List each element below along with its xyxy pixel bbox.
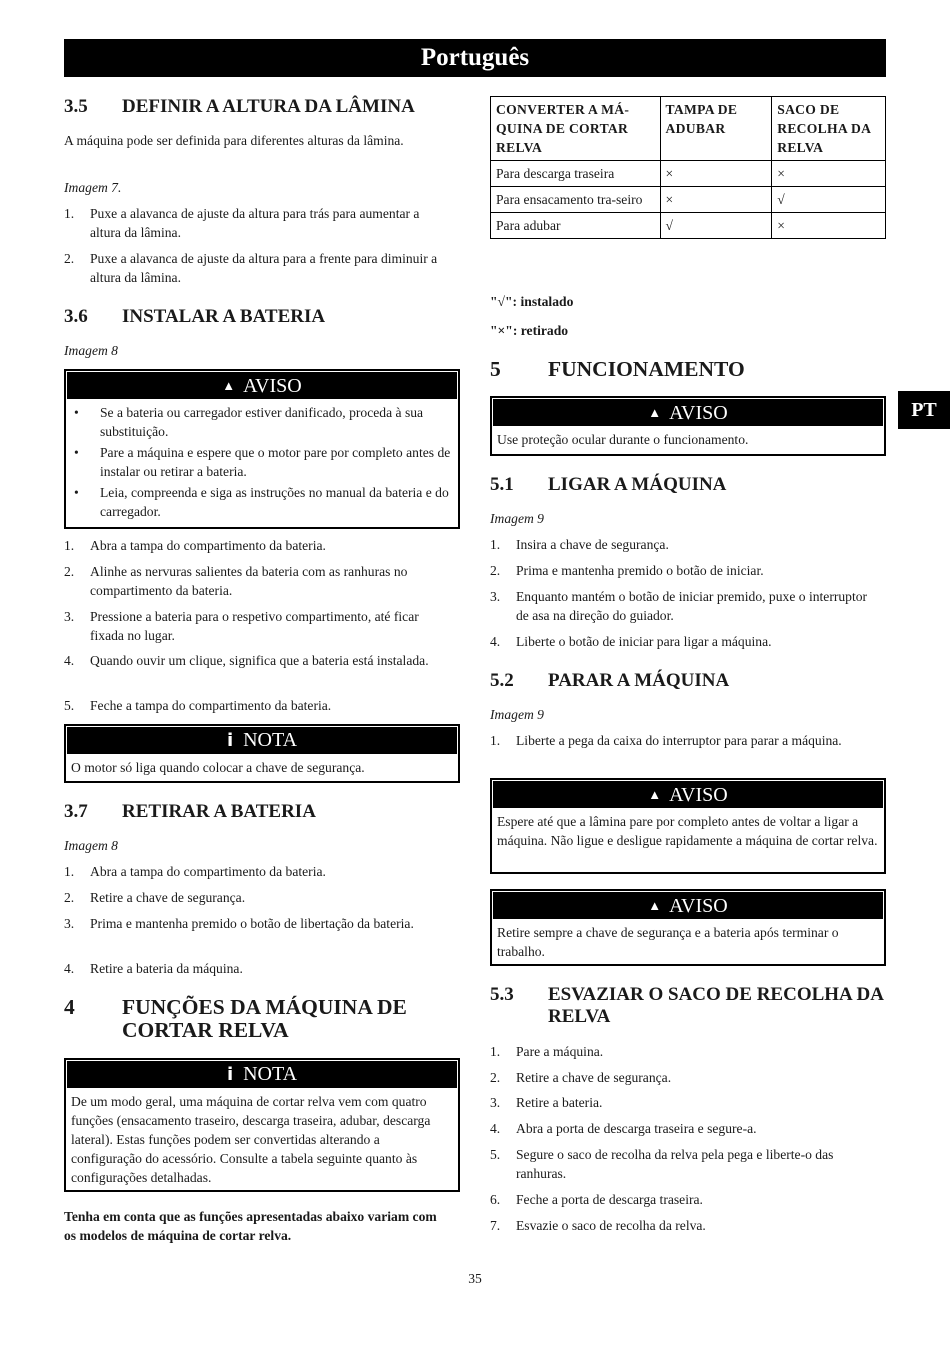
list-item [490,1216,882,1235]
section-number: 5.3 [490,984,514,1005]
list-text: Prima e mantenha premido o botão de iniciar. [516,563,764,578]
section-title: INSTALAR A BATERIA [122,306,326,327]
list-text: Retire a bateria. [516,1095,603,1110]
page-number: 35 [468,1271,482,1286]
list-number: 4. [64,961,75,976]
warning-body: Espere até que a lâmina pare por completo antes de voltar a ligar a máquina. Não ligue e desligue rapidamente a máquina de cortar relva. [497,814,878,848]
table-header-cell: SACO DE RECOLHA DA RELVA [772,97,886,161]
list-text: Feche a tampa do compartimento da bateria. [90,698,332,713]
list-item [64,651,454,670]
warning-header [493,781,883,808]
list-number: 2. [64,251,75,266]
list-item [490,1068,882,1087]
list-text: Liberte o botão de iniciar para ligar a máquina. [516,634,772,649]
list-number: 2. [64,890,75,905]
section-number: 4 [64,995,75,1019]
note-box [64,724,460,783]
warning-title: AVISO [243,375,302,397]
warning-bullet: • Se a bateria ou carregador estiver danificado, proceda à sua substituição. [71,403,453,441]
note-header [67,1061,457,1088]
table-cell: × [660,161,772,187]
list-text: Abra a porta de descarga traseira e segure-a. [516,1121,757,1136]
note-body: De um modo geral, uma máquina de cortar relva vem com quatro funções (ensacamento traseiro, descarga traseira, adubar, descarga lateral). Estas funções podem ser convertidas alterando a configuração do acessório. Consulte a tabela seguinte quanto às configurações detalhadas. [71,1094,431,1185]
list-item [64,249,444,287]
page-title-banner: Português [64,39,886,77]
list-number: 5. [64,698,75,713]
warning-bullet: • Pare a máquina e espere que o motor pare por completo antes de instalar ou retirar a bateria. [71,443,453,481]
list-text: Abra a tampa do compartimento da bateria. [90,864,326,879]
list-number: 5. [490,1147,501,1162]
list-number: 3. [64,609,75,624]
warning-title: AVISO [669,784,728,806]
list-item [64,536,454,555]
list-text: Retire a bateria da máquina. [90,961,243,976]
section-number: 5.2 [490,670,514,691]
info-icon: i [226,1064,234,1085]
table-cell: Para ensacamento tra-seiro [491,187,661,213]
list-number: 4. [490,634,501,649]
legend-removed: "×": retirado [490,323,569,338]
list-item [64,862,454,881]
section-3-7-heading [64,801,316,823]
info-icon: i [226,730,234,751]
section-5-1-heading [490,474,726,496]
list-number: 2. [490,1070,501,1085]
list-item [490,632,882,651]
note-box [64,1058,460,1192]
figure-caption: Imagem 8 [64,838,118,853]
list-item [490,1145,882,1183]
section-5-heading [490,358,745,381]
warning-header [67,372,457,399]
table-cell: × [772,161,886,187]
list-item [490,535,882,554]
section-3-5-heading [64,96,415,118]
figure-caption: Imagem 7. [64,180,122,195]
list-number: 3. [64,916,75,931]
warning-title: AVISO [669,895,728,917]
section-number: 3.6 [64,306,88,327]
section-number: 5 [490,357,501,381]
section-title: ESVAZIAR O SACO DE RECOLHA DA RELVA [548,984,883,1027]
list-item [64,888,454,907]
list-text: Pare a máquina. [516,1044,604,1059]
list-item [64,562,454,600]
warning-body: Retire sempre a chave de segurança e a bateria após terminar o trabalho. [497,925,839,959]
warning-triangle-icon: ▲ [648,898,662,913]
list-text: Puxe a alavanca de ajuste da altura para trás para aumentar a altura da lâmina. [90,206,420,240]
list-text: Retire a chave de segurança. [90,890,246,905]
list-number: 4. [64,653,75,668]
section-title: PARAR A MÁQUINA [548,670,730,691]
list-text: Liberte a pega da caixa do interruptor para parar a máquina. [516,733,842,748]
list-text: Segure o saco de recolha da relva pela pega e liberte-o das ranhuras. [516,1147,834,1181]
list-number: 1. [64,206,75,221]
list-number: 4. [490,1121,501,1136]
model-remark: Tenha em conta que as funções apresentadas abaixo variam com os modelos de máquina de cortar relva. [64,1209,437,1243]
list-item [64,607,454,645]
section-3-5-intro: A máquina pode ser definida para diferentes alturas da lâmina. [64,133,404,148]
list-text: Insira a chave de segurança. [516,537,669,552]
list-text: Puxe a alavanca de ajuste da altura para a frente para diminuir a altura da lâmina. [90,251,438,285]
figure-caption: Imagem 9 [490,511,544,526]
list-number: 1. [490,1044,501,1059]
section-4-heading [64,996,460,1042]
list-number: 7. [490,1218,501,1233]
warning-header [493,399,883,426]
warning-body [66,399,458,527]
warning-triangle-icon: ▲ [648,787,662,802]
table-cell: × [772,213,886,239]
list-text: Abra a tampa do compartimento da bateria. [90,538,326,553]
list-text: Prima e mantenha premido o botão de libertação da bateria. [90,916,414,931]
note-header [67,727,457,754]
section-3-6-heading [64,306,325,328]
list-number: 3. [490,589,501,604]
list-text: Feche a porta de descarga traseira. [516,1192,703,1207]
section-number: 5.1 [490,474,514,495]
list-number: 6. [490,1192,501,1207]
bullet-text: Se a bateria ou carregador estiver danificado, proceda à sua substituição. [100,405,424,439]
warning-box [490,889,886,966]
list-number: 3. [490,1095,501,1110]
list-item [490,1119,882,1138]
list-number: 1. [64,538,75,553]
table-cell: × [660,187,772,213]
table-row [491,161,886,187]
list-item [490,1190,882,1209]
section-title: DEFINIR A ALTURA DA LÂMINA [122,96,415,117]
warning-box [490,396,886,456]
list-item [490,731,870,750]
table-cell: Para adubar [491,213,661,239]
bullet-text: Pare a máquina e espere que o motor pare por completo antes de instalar ou retirar a bateria. [100,445,451,479]
section-title: FUNCIONAMENTO [548,357,745,381]
table-cell: Para descarga traseira [491,161,661,187]
note-body: O motor só liga quando colocar a chave de segurança. [71,760,365,775]
section-5-3-heading [490,984,886,1028]
list-text: Alinhe as nervuras salientes da bateria com as ranhuras no compartimento da bateria. [90,564,408,598]
list-number: 1. [490,537,501,552]
table-cell: √ [772,187,886,213]
list-number: 1. [64,864,75,879]
list-number: 2. [490,563,501,578]
warning-title: AVISO [669,402,728,424]
list-item [64,696,454,715]
list-number: 1. [490,733,501,748]
list-text: Quando ouvir um clique, significa que a bateria está instalada. [90,653,429,668]
warning-body: Use proteção ocular durante o funcionamento. [497,432,749,447]
warning-triangle-icon: ▲ [648,405,662,420]
list-item [490,1093,882,1112]
list-text: Pressione a bateria para o respetivo compartimento, até ficar fixada no lugar. [90,609,419,643]
list-text: Enquanto mantém o botão de iniciar premido, puxe o interruptor de asa na direção do guiador. [516,589,868,623]
section-title: RETIRAR A BATERIA [122,801,316,822]
list-number: 2. [64,564,75,579]
section-title: LIGAR A MÁQUINA [548,474,727,495]
note-title: NOTA [243,1063,298,1085]
list-item [64,914,454,933]
figure-caption: Imagem 8 [64,343,118,358]
table-row [491,213,886,239]
list-item [490,587,882,625]
language-tab: PT [898,391,950,429]
section-number: 3.5 [64,96,88,117]
list-text: Retire a chave de segurança. [516,1070,672,1085]
table-cell: √ [660,213,772,239]
table-header-row [491,97,886,161]
legend-installed: "√": instalado [490,294,574,309]
table-header-cell: TAMPA DE ADUBAR [660,97,772,161]
bullet-text: Leia, compreenda e siga as instruções no manual da bateria e do carregador. [100,485,449,519]
list-text: Esvazie o saco de recolha da relva. [516,1218,706,1233]
note-title: NOTA [243,729,298,751]
section-5-2-heading [490,670,729,692]
warning-triangle-icon: ▲ [222,378,236,393]
list-item [64,959,454,978]
warning-bullet: • Leia, compreenda e siga as instruções no manual da bateria e do carregador. [71,483,453,521]
section-title: FUNÇÕES DA MÁQUINA DE CORTAR RELVA [122,995,407,1042]
table-header-cell: CONVERTER A MÁ-QUINA DE CORTAR RELVA [491,97,661,161]
warning-box [490,778,886,874]
warning-box [64,369,460,529]
list-item [490,1042,882,1061]
list-item [490,561,882,580]
configuration-table [490,96,886,239]
table-row [491,187,886,213]
warning-header [493,892,883,919]
list-item [64,204,444,242]
section-number: 3.7 [64,801,88,822]
figure-caption: Imagem 9 [490,707,544,722]
